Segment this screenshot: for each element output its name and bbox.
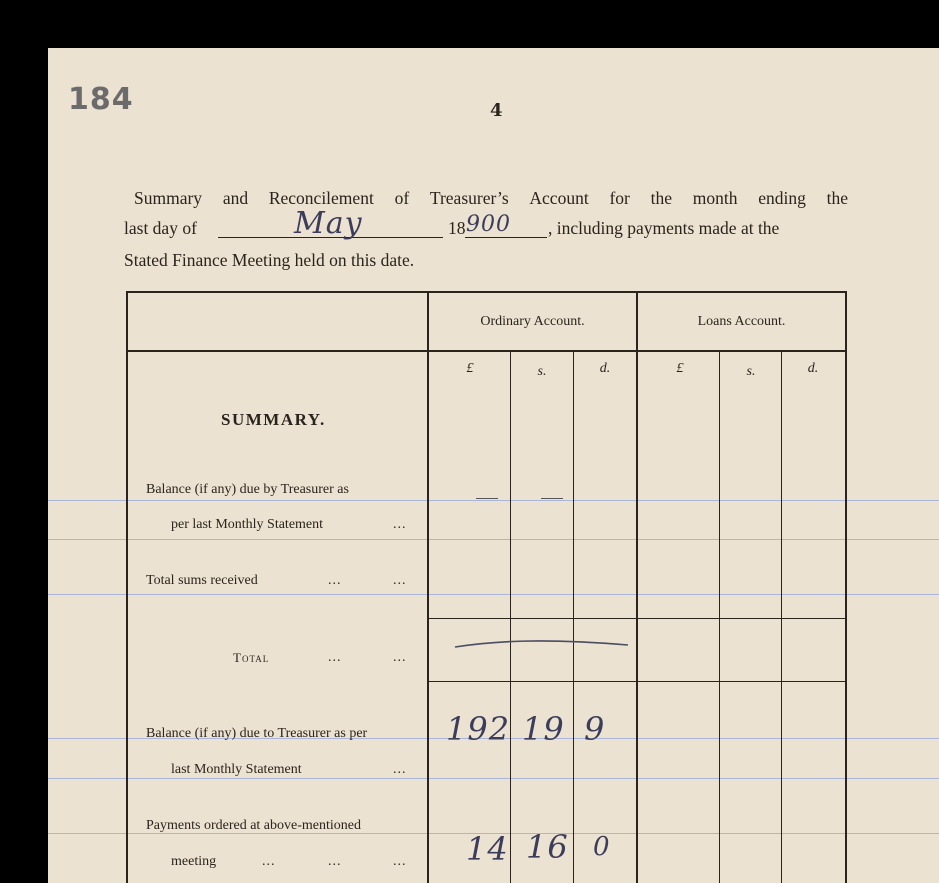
heading-line-1: [134, 188, 848, 209]
column-divider: [636, 291, 638, 883]
handwritten-balance-pounds: 192: [446, 710, 511, 748]
handwritten-month: May: [294, 206, 363, 241]
leader-dots: ...: [328, 854, 342, 869]
heading-word: ending: [758, 188, 806, 208]
heading-word: for: [609, 188, 630, 208]
balance-due-to-label-cont: last Monthly Statement: [171, 762, 302, 777]
nil-dash: [541, 498, 563, 499]
balance-due-to-label: Balance (if any) due to Treasurer as per: [146, 726, 368, 741]
handwritten-payments-pounds: 14: [466, 830, 509, 868]
handwritten-stroke: [453, 633, 633, 658]
column-divider: [510, 351, 511, 883]
heading-word: of: [394, 188, 410, 208]
pence-unit: d.: [599, 361, 611, 376]
page-number: 4: [490, 100, 503, 121]
payments-ordered-label-cont: meeting: [171, 854, 217, 869]
shillings-unit: s.: [537, 364, 547, 379]
nil-dash: [476, 498, 498, 499]
leader-dots: ...: [393, 854, 407, 869]
column-divider: [781, 351, 782, 883]
pounds-unit: £: [676, 361, 684, 376]
column-divider: [573, 351, 574, 883]
heading-line-2-suffix: , including payments made at the: [548, 218, 780, 238]
header-rule: [128, 350, 845, 352]
leader-dots: ...: [328, 650, 342, 665]
year-blank: [465, 237, 547, 238]
heading-word: and: [222, 188, 249, 208]
document-page: [48, 48, 939, 883]
column-divider: [427, 291, 429, 883]
heading-word: the: [650, 188, 672, 208]
handwritten-year: 900: [466, 212, 511, 237]
heading-text: last day of: [124, 218, 197, 238]
handwritten-payments-shillings: 16: [526, 828, 569, 866]
pence-unit: d.: [807, 361, 819, 376]
heading-word: Treasurer’s: [429, 188, 509, 208]
leader-dots: ...: [393, 650, 407, 665]
pounds-unit: £: [466, 361, 474, 376]
total-rule-bottom: [428, 681, 845, 682]
shillings-unit: s.: [746, 364, 756, 379]
total-label: Total: [233, 650, 270, 665]
handwritten-balance-shillings: 19: [522, 710, 565, 748]
leader-dots: ...: [262, 854, 276, 869]
stamped-folio-number: 184: [68, 82, 134, 117]
heading-word: Summary: [134, 188, 203, 208]
total-sums-received-label: Total sums received: [146, 573, 258, 588]
leader-dots: ...: [393, 573, 407, 588]
ordinary-account-heading: Ordinary Account.: [480, 314, 585, 329]
balance-due-by-label: Balance (if any) due by Treasurer as: [146, 482, 349, 497]
loans-account-heading: Loans Account.: [697, 314, 786, 329]
handwritten-payments-pence: 0: [593, 832, 611, 862]
year-prefix: 18: [448, 218, 466, 238]
handwritten-balance-pence: 9: [584, 710, 606, 748]
leader-dots: ...: [328, 573, 342, 588]
leader-dots: ...: [393, 517, 407, 532]
heading-word: month: [692, 188, 738, 208]
payments-ordered-label: Payments ordered at above-mentioned: [146, 818, 361, 833]
heading-line-3: Stated Finance Meeting held on this date.: [124, 250, 415, 270]
summary-title: SUMMARY.: [221, 410, 326, 429]
heading-word: the: [826, 188, 848, 208]
heading-word: Account: [529, 188, 589, 208]
heading-word: Reconcilement: [268, 188, 374, 208]
leader-dots: ...: [393, 762, 407, 777]
total-rule-top: [428, 618, 845, 619]
column-divider: [719, 351, 720, 883]
balance-due-by-label-cont: per last Monthly Statement: [171, 517, 324, 532]
